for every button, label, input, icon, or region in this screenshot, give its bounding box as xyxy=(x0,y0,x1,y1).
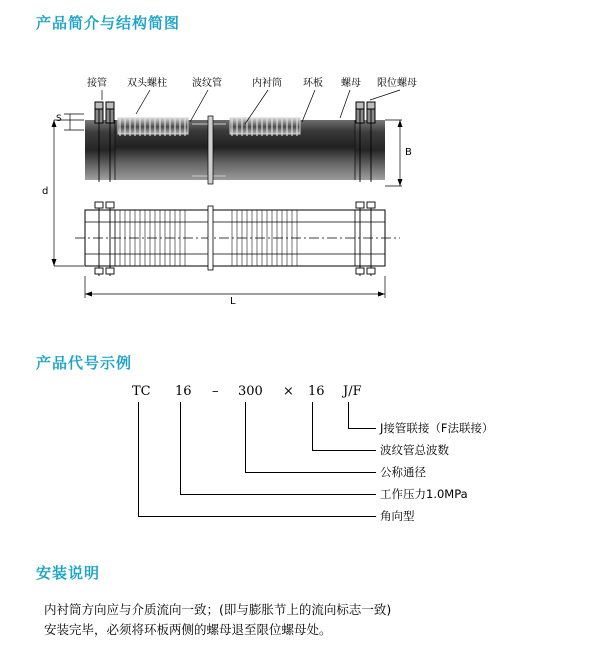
install-instructions xyxy=(44,600,564,640)
leader-vertical-waves xyxy=(312,402,313,450)
leader-horizontal-jf xyxy=(348,428,376,429)
leader-horizontal-pressure xyxy=(180,494,376,495)
leader-vertical-jf xyxy=(348,402,349,428)
section-title-install: 安装说明 xyxy=(36,564,101,582)
code-desc-connection: J接管联接（F法联接） xyxy=(380,421,494,435)
structure-diagram xyxy=(40,62,560,312)
code-token-jf: J/F xyxy=(343,384,362,399)
leader-vertical-type xyxy=(138,402,139,516)
leader-vertical-diameter xyxy=(245,402,246,472)
code-token-mult: × xyxy=(283,384,294,399)
code-token-300: 300 xyxy=(238,384,263,399)
leader-horizontal-diameter xyxy=(245,472,376,473)
install-line-2: 安装完毕，必须将环板两侧的螺母退至限位螺母处。 xyxy=(44,622,332,637)
code-desc-nominal-diameter: 公称通径 xyxy=(380,465,426,479)
structure-drawing-svg xyxy=(40,62,560,312)
dimension-label-s: S xyxy=(56,114,62,124)
callout-label-nut: 螺母 xyxy=(341,78,361,89)
dimension-label-d: d xyxy=(42,186,49,197)
callout-label-limit-nut: 限位螺母 xyxy=(377,78,417,89)
code-desc-wave-count: 波纹管总波数 xyxy=(380,443,449,457)
code-desc-angular-type: 角向型 xyxy=(380,509,415,523)
callout-label-ring-plate: 环板 xyxy=(303,78,323,89)
leader-horizontal-type xyxy=(138,516,376,517)
callout-label-bellows: 波纹管 xyxy=(192,78,222,89)
callout-label-pipe: 接管 xyxy=(87,78,107,89)
section-title-intro: 产品简介与结构简图 xyxy=(36,14,181,32)
callout-label-stud: 双头螺柱 xyxy=(127,78,167,89)
product-code-diagram xyxy=(40,378,560,538)
leader-horizontal-waves xyxy=(312,450,376,451)
code-token-dash: – xyxy=(212,384,219,399)
dimension-label-b: B xyxy=(405,147,412,158)
code-token-16a: 16 xyxy=(175,384,192,399)
install-line-1: 内衬筒方向应与介质流向一致；(即与膨胀节上的流向标志一致) xyxy=(44,602,392,617)
section-title-code: 产品代号示例 xyxy=(36,354,133,372)
code-token-tc: TC xyxy=(132,384,151,399)
dimension-label-l: L xyxy=(230,296,236,307)
code-token-16b: 16 xyxy=(308,384,325,399)
code-desc-working-pressure: 工作压力1.0MPa xyxy=(380,487,468,501)
callout-label-liner: 内衬筒 xyxy=(252,78,282,89)
leader-vertical-pressure xyxy=(180,402,181,494)
